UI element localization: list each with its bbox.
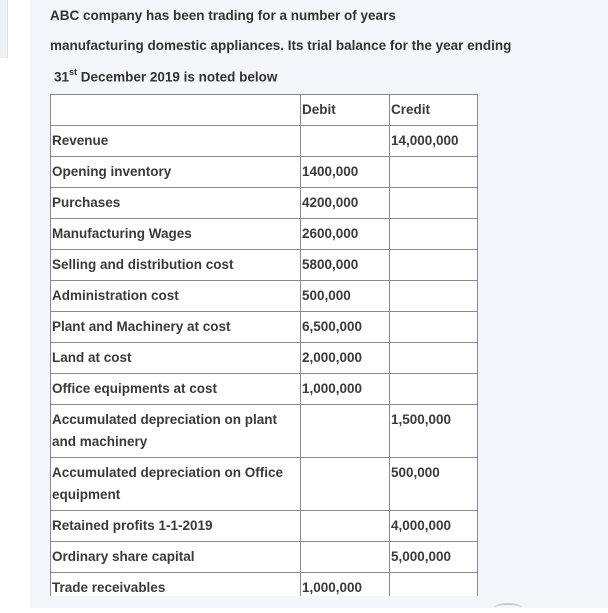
account-cell: Plant and Machinery at cost: [51, 312, 301, 343]
credit-cell: 1,500,000: [390, 405, 478, 458]
scroll-indicator[interactable]: [494, 603, 522, 613]
table-row: [51, 374, 478, 405]
debit-cell: 500,000: [301, 281, 390, 312]
table-row: [51, 281, 478, 312]
table-row: [51, 511, 478, 542]
header-credit: Credit: [390, 95, 478, 126]
table-row: [51, 188, 478, 219]
account-cell: Manufacturing Wages: [51, 219, 301, 250]
table-row: [51, 219, 478, 250]
debit-cell: [301, 405, 390, 458]
debit-cell: 1400,000: [301, 157, 390, 188]
left-edge-strip: [0, 0, 8, 58]
debit-cell: 1,000,000: [301, 374, 390, 405]
credit-cell: [390, 188, 478, 219]
debit-cell: 1,000,000: [301, 573, 390, 604]
intro-line-3: [54, 68, 277, 85]
header-account: [51, 95, 301, 126]
credit-cell: [390, 157, 478, 188]
account-cell: Retained profits 1-1-2019: [51, 511, 301, 542]
account-cell: Selling and distribution cost: [51, 250, 301, 281]
credit-cell: [390, 281, 478, 312]
debit-cell: [301, 458, 390, 511]
table-row: [51, 250, 478, 281]
account-cell: Administration cost: [51, 281, 301, 312]
intro-line-1: ABC company has been trading for a number of years: [50, 8, 396, 23]
table-row: [51, 458, 478, 511]
intro-date-rest: December 2019 is noted below: [77, 69, 278, 85]
credit-cell: 5,000,000: [390, 542, 478, 573]
table-header-row: [51, 95, 478, 126]
debit-cell: 5800,000: [301, 250, 390, 281]
credit-cell: 14,000,000: [390, 126, 478, 157]
credit-cell: [390, 250, 478, 281]
table-row: [51, 405, 478, 458]
account-cell: Purchases: [51, 188, 301, 219]
debit-cell: 2,000,000: [301, 343, 390, 374]
table-row: [51, 126, 478, 157]
credit-cell: [390, 312, 478, 343]
debit-cell: 4200,000: [301, 188, 390, 219]
header-debit: Debit: [301, 95, 390, 126]
table-row: [51, 312, 478, 343]
account-cell: Opening inventory: [51, 157, 301, 188]
account-cell: Revenue: [51, 126, 301, 157]
debit-cell: 2600,000: [301, 219, 390, 250]
intro-date-day: 31: [54, 69, 70, 85]
account-cell: Trade receivables: [51, 573, 301, 604]
debit-cell: [301, 511, 390, 542]
account-cell: Office equipments at cost: [51, 374, 301, 405]
account-cell: Accumulated depreciation on Office equipment: [51, 458, 301, 511]
account-cell: Ordinary share capital: [51, 542, 301, 573]
intro-date-suffix: st: [69, 67, 78, 77]
debit-cell: [301, 542, 390, 573]
credit-cell: [390, 219, 478, 250]
debit-cell: 6,500,000: [301, 312, 390, 343]
intro-line-2: manufacturing domestic appliances. Its trial balance for the year ending: [50, 38, 512, 53]
table-row: [51, 542, 478, 573]
account-cell: Land at cost: [51, 343, 301, 374]
credit-cell: 500,000: [390, 458, 478, 511]
trial-balance-table: [50, 94, 478, 604]
debit-cell: [301, 126, 390, 157]
credit-cell: [390, 343, 478, 374]
credit-cell: [390, 374, 478, 405]
table-row: [51, 157, 478, 188]
table-row: [51, 343, 478, 374]
credit-cell: 4,000,000: [390, 511, 478, 542]
account-cell: Accumulated depreciation on plant and machinery: [51, 405, 301, 458]
